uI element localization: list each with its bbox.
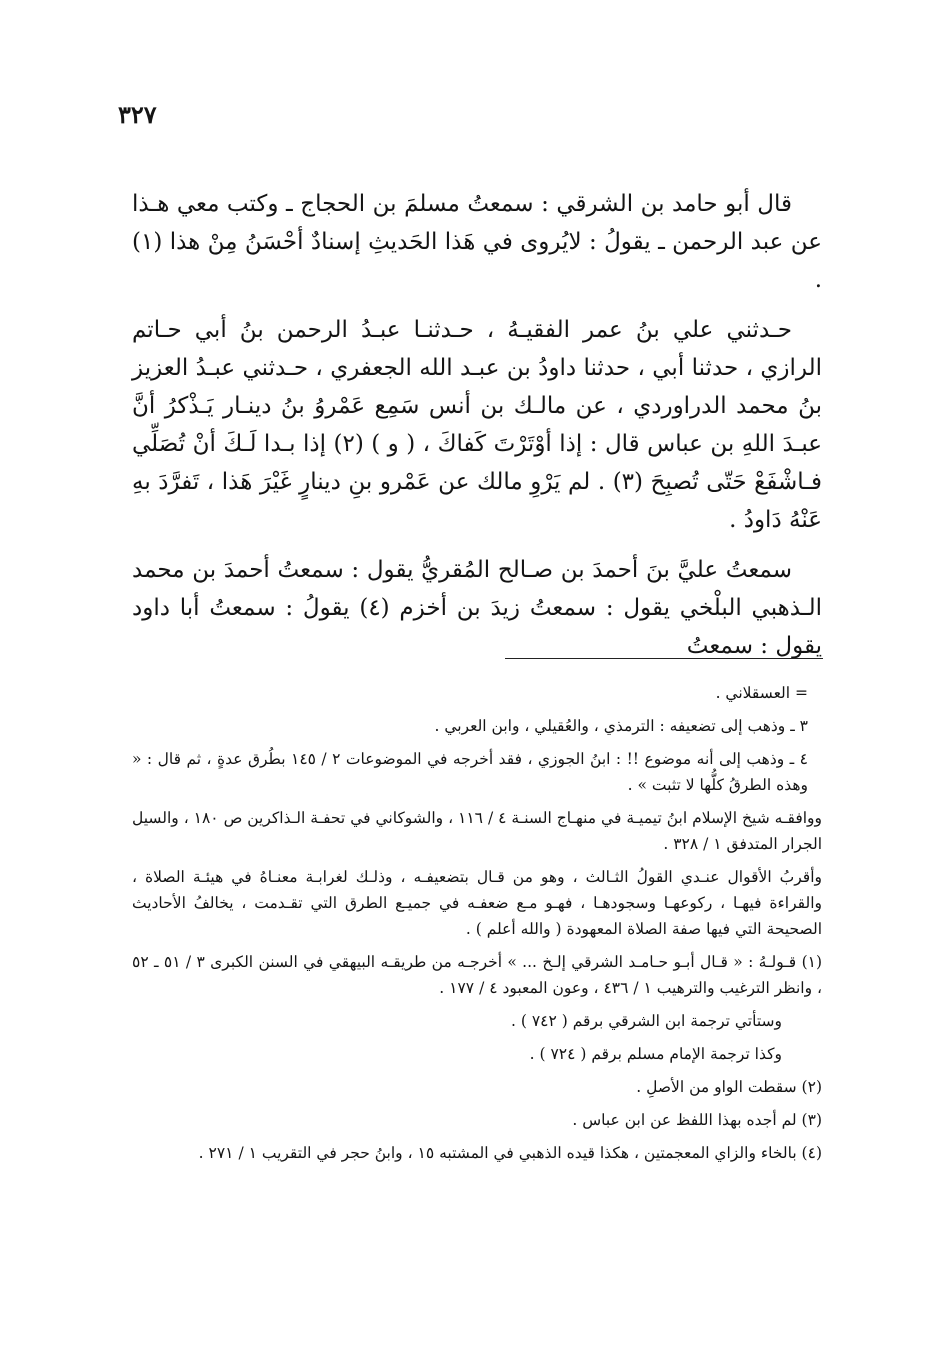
paragraph: قال أبو حامد بن الشرقي : سمعتُ مسلمَ بن الحجاج ـ وكتب معي هـذا عن عبد الرحمن ـ يقولُ : لايُروى في هَذا الحَديثِ إسنادٌ أحْسَنُ مِنْ هذا (١) .: [132, 191, 822, 293]
paragraph: حـدثني علي بنُ عمر الفقيـهُ ، حـدثنـا عبـدُ الرحمن بنُ أبي حـاتم الرازي ، حدثنا أبي ، حدثنا داودُ بن عبـد الله الجعفري ، حـدثني عبـدُ العزيز بنُ محمد الدراوردي ، عن مالـك بن أنس سَمِع عَمْروُ بنُ دينـار يَـذْكرُ أنَّ عبـدَ اللهِ بن عباس قال : إذا أوْتَرْتَ كَفاكَ ، ( و ) (٢) إذا بـدا لَـكَ أنْ تُصَلِّي فـاشْفَعْ حَتّى تُصبِحَ (٣) . لم يَرْوِ مالك عن عَمْرو بنِ دينارٍ غَيْرَ هَذا ، تَفرَّدَ بهِ عَنْهُ دَاودُ .: [132, 317, 822, 533]
footnote: ٤ ـ وذهب إلى أنه موضوع !! : ابنُ الجوزي ، فقد أخرجه في الموضوعات ٢ / ١٤٥ بطُرق عدةٍ ، ثم قال : « وهذه الطرقُ كلُّها لا تثبت » .: [132, 750, 808, 794]
footnote: (٤) بالخاء والزاي المعجمتين ، هكذا قيده الذهبي في المشتبه ١٥ ، وابنُ حجر في التقريب ١ / ٢٧١ .: [198, 1144, 822, 1162]
footnote: ٣ ـ وذهب إلى تضعيفه : الترمذي ، والعُقيلي ، وابن العربي .: [434, 717, 808, 735]
footnote-separator: [505, 658, 823, 659]
footnote: وستأتي ترجمة ابن الشرقي برقم ( ٧٤٢ ) .: [511, 1012, 782, 1030]
footnote: وأقربُ الأقوال عنـدي القولُ الثـالث ، وهو من قـال بتضعيفـه ، وذلـك لغرابـة معنـاهُ في هيئـة الصلاة ، والقراءة فيهـا ، ركوعهـا وسجودهـا ، فهـو مـع ضعفـه في جميـع الطرق التي تقـدمت ، يخالفُ الأحاديث الصحيحة التي فيها صفة الصلاة المعهودة ( والله أعلم ) .: [132, 868, 822, 938]
footnote: (١) قـولـهُ : « قـال أبـو حـامـد الشرقي إلـخ ... » أخرجـه من طريقـه البيهقي في السنن الكبرى ٣ / ٥١ ـ ٥٢ ، وانظر الترغيب والترهيب ١ / ٤٣٦ ، وعون المعبود ٤ / ١٧٧ .: [132, 953, 823, 997]
footnote: ووافقـه شيخ الإسلام ابنُ تيميـة في منهـاج السنـة ٤ / ١١٦ ، والشوكاني في تحفـة الـذاكرين ص ١٨٠ ، والسيل الجرار المتدفق ١ / ٣٢٨ .: [132, 809, 823, 853]
paragraph: سمعتُ عليَّ بنَ أحمدَ بن صـالح المُقريُّ يقول : سمعتُ أحمدَ بن محمد الـذهبي البلْخي يقول : سمعتُ زيدَ بن أخزم (٤) يقولُ : سمعتُ أبا داود يقول : سمعتُ: [132, 557, 822, 659]
footnote: وكذا ترجمة الإمام مسلم برقم ( ٧٢٤ ) .: [529, 1045, 782, 1063]
footnotes: [132, 680, 822, 1173]
footnote: = العسقلاني .: [715, 684, 808, 702]
main-text: [132, 185, 822, 665]
footnote: (٢) سقطت الواو من الأصلِ .: [636, 1078, 822, 1096]
footnote: (٣) لم أجده بهذا اللفظ عن ابن عباس .: [572, 1111, 822, 1129]
page-number: ٣٢٧: [118, 100, 157, 129]
